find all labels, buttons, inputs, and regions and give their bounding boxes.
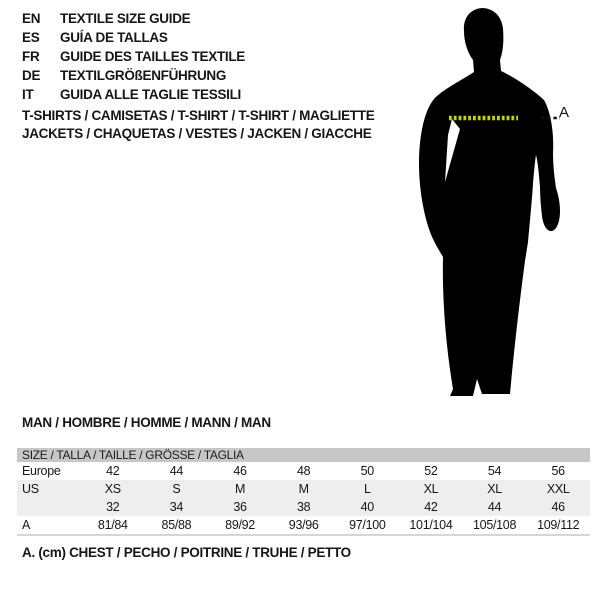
category-list bbox=[22, 107, 374, 143]
section-title-man: MAN / HOMBRE / HOMME / MANN / MAN bbox=[22, 415, 271, 430]
size-cell: M bbox=[235, 482, 246, 496]
size-cell: 54 bbox=[487, 464, 502, 478]
size-cell: 50 bbox=[360, 464, 374, 478]
size-cell: 32 bbox=[106, 500, 120, 514]
man-silhouette bbox=[419, 8, 560, 396]
row-label: Europe bbox=[22, 464, 61, 478]
row-label bbox=[17, 498, 81, 516]
size-cell: XS bbox=[104, 482, 121, 496]
category-line-jackets: JACKETS / CHAQUETAS / VESTES / JACKEN / GIACCHE bbox=[22, 126, 372, 141]
size-cell: L bbox=[363, 482, 371, 496]
language-code: IT bbox=[22, 87, 34, 102]
size-cell: 93/96 bbox=[288, 518, 319, 532]
language-label: GUÍA DE TALLAS bbox=[60, 30, 168, 45]
table-row-us-letters bbox=[17, 480, 590, 498]
size-cell: 44 bbox=[487, 500, 502, 514]
language-code: FR bbox=[22, 49, 40, 64]
size-cell: XL bbox=[423, 482, 439, 496]
language-row bbox=[22, 9, 245, 28]
size-cell: 36 bbox=[233, 500, 247, 514]
size-cell: 56 bbox=[551, 464, 565, 478]
language-row bbox=[22, 28, 245, 47]
language-label: GUIDA ALLE TAGLIE TESSILI bbox=[60, 87, 241, 102]
language-label: TEXTILE SIZE GUIDE bbox=[60, 11, 191, 26]
table-row-europe bbox=[17, 462, 590, 480]
language-code: DE bbox=[22, 68, 41, 83]
category-line-tshirts: T-SHIRTS / CAMISETAS / T-SHIRT / T-SHIRT / MAGLIETTE bbox=[22, 108, 375, 123]
size-cell: S bbox=[172, 482, 181, 496]
size-cell: 85/88 bbox=[161, 518, 192, 532]
table-row-us-numbers bbox=[17, 498, 590, 516]
size-cell: 38 bbox=[297, 500, 311, 514]
size-cell: 97/100 bbox=[349, 518, 386, 532]
size-cell: 48 bbox=[297, 464, 311, 478]
language-row bbox=[22, 47, 245, 66]
size-cell: 42 bbox=[106, 464, 120, 478]
size-cell: XXL bbox=[546, 482, 570, 496]
language-row bbox=[22, 66, 245, 85]
language-label: GUIDE DES TAILLES TEXTILE bbox=[60, 49, 246, 64]
language-list bbox=[22, 9, 245, 104]
size-cell: 89/92 bbox=[225, 518, 255, 532]
size-table bbox=[17, 448, 590, 536]
size-table-header: SIZE / TALLA / TAILLE / GRÖSSE / TAGLIA bbox=[17, 448, 590, 462]
size-cell: 109/112 bbox=[537, 518, 580, 532]
size-cell: 81/84 bbox=[97, 518, 128, 532]
size-cell: M bbox=[298, 482, 309, 496]
size-cell: XL bbox=[487, 482, 502, 496]
size-cell: 42 bbox=[424, 500, 438, 514]
man-silhouette-svg bbox=[415, 5, 585, 400]
size-cell: 46 bbox=[551, 500, 565, 514]
language-code: EN bbox=[22, 11, 41, 26]
language-label: TEXTILGRÖßENFÜHRUNG bbox=[60, 68, 227, 83]
table-row-chest-cm bbox=[17, 516, 590, 534]
size-cell: 34 bbox=[169, 500, 184, 514]
size-cell: 52 bbox=[424, 464, 438, 478]
row-label: A bbox=[22, 518, 31, 532]
measure-label-a: A bbox=[559, 104, 570, 121]
row-label: US bbox=[22, 482, 39, 496]
language-code: ES bbox=[22, 30, 40, 45]
man-silhouette-figure bbox=[415, 5, 585, 400]
size-cell: 101/104 bbox=[409, 518, 453, 532]
size-cell: 40 bbox=[360, 500, 374, 514]
footnote-chest: A. (cm) CHEST / PECHO / POITRINE / TRUHE / PETTO bbox=[22, 545, 351, 560]
size-cell: 44 bbox=[169, 464, 184, 478]
size-cell: 46 bbox=[233, 464, 247, 478]
size-cell: 105/108 bbox=[473, 518, 517, 532]
language-row bbox=[22, 85, 245, 104]
